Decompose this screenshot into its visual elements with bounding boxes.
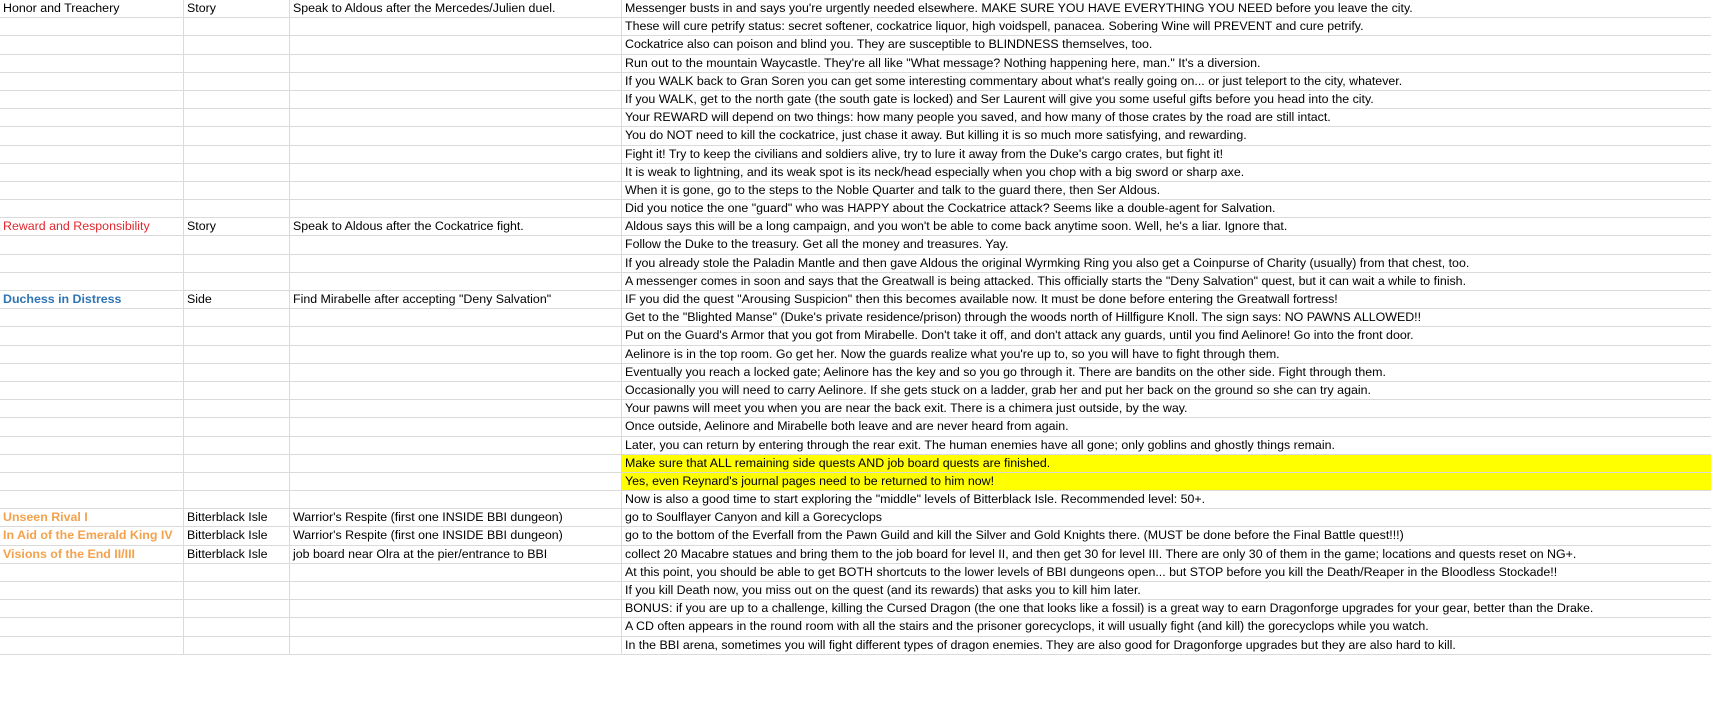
quest-type-cell[interactable] <box>184 236 290 253</box>
quest-name-cell[interactable]: Unseen Rival I <box>0 509 184 526</box>
quest-type-cell[interactable] <box>184 473 290 490</box>
table-row <box>0 473 1711 491</box>
quest-type-cell[interactable]: Bitterblack Isle <box>184 546 290 563</box>
quest-name-cell[interactable] <box>0 309 184 326</box>
quest-note-cell[interactable]: Aelinore is in the top room. Go get her. Now the guards realize what you're up to, so you will have to fight through them. <box>625 346 1280 361</box>
quest-type-cell[interactable] <box>184 418 290 435</box>
quest-location-cell[interactable] <box>290 309 622 326</box>
quest-note-cell[interactable]: Make sure that ALL remaining side quests AND job board quests are finished. <box>622 455 1711 472</box>
quest-location-cell[interactable] <box>290 109 622 126</box>
table-row <box>0 527 1711 545</box>
quest-note-cell[interactable]: Now is also a good time to start exploring the "middle" levels of Bitterblack Isle. Recommended level: 50+. <box>625 492 1206 507</box>
table-row <box>0 291 1711 309</box>
quest-note-cell[interactable]: At this point, you should be able to get BOTH shortcuts to the lower levels of BBI dungeons open... but STOP before you kill the Death/Reaper in the Bloodless Stockade!! <box>625 564 1558 579</box>
quest-name-cell[interactable] <box>0 18 184 35</box>
quest-location-cell[interactable] <box>290 382 622 399</box>
quest-note-cell[interactable]: In the BBI arena, sometimes you will fight different types of dragon enemies. They are also good for Dragonforge upgrades but they are also hard to kill. <box>625 637 1456 652</box>
quest-location-cell[interactable] <box>290 73 622 90</box>
quest-note-cell[interactable]: Later, you can return by entering through the rear exit. The human enemies have all gone; only goblins and ghostly things remain. <box>625 437 1335 452</box>
quest-note-cell[interactable]: Did you notice the one "guard" who was HAPPY about the Cockatrice attack? Seems like a double-agent for Salvation. <box>625 201 1276 216</box>
table-row <box>0 309 1711 327</box>
table-row <box>0 491 1711 509</box>
quest-name-cell[interactable] <box>0 91 184 108</box>
quest-name-cell[interactable]: In Aid of the Emerald King IV <box>0 527 184 544</box>
quest-note-cell[interactable]: BONUS: if you are up to a challenge, killing the Cursed Dragon (the one that looks like a fossil) is a great way to earn Dragonforge upgrades for your gear, better than the Drake. <box>625 601 1594 616</box>
quest-type-cell[interactable] <box>184 109 290 126</box>
quest-name-cell[interactable] <box>0 382 184 399</box>
quest-note-cell[interactable]: When it is gone, go to the steps to the Noble Quarter and talk to the guard there, then Ser Aldous. <box>625 182 1161 197</box>
quest-location-cell[interactable] <box>290 36 622 53</box>
quest-location-cell[interactable] <box>290 273 622 290</box>
quest-type-cell[interactable] <box>184 164 290 181</box>
quest-note-cell[interactable]: Yes, even Reynard's journal pages need to be returned to him now! <box>622 473 1711 490</box>
quest-note-cell[interactable]: collect 20 Macabre statues and bring them to the job board for level II, and then get 30 for level III. There are only 30 of them in the game; locations and quests reset on NG+. <box>625 546 1577 561</box>
table-row <box>0 418 1711 436</box>
table-row <box>0 364 1711 382</box>
quest-location-cell[interactable]: Speak to Aldous after the Cockatrice fight. <box>290 218 622 235</box>
quest-name-cell[interactable] <box>0 36 184 53</box>
table-row <box>0 564 1711 582</box>
quest-name-cell[interactable] <box>0 455 184 472</box>
viewport-edge <box>0 708 1711 724</box>
quest-location-cell[interactable] <box>290 236 622 253</box>
quest-type-cell[interactable] <box>184 273 290 290</box>
quest-type-cell[interactable] <box>184 127 290 144</box>
quest-type-cell[interactable] <box>184 18 290 35</box>
table-row <box>0 273 1711 291</box>
quest-name-cell[interactable]: Duchess in Distress <box>0 291 184 308</box>
quest-location-cell[interactable] <box>290 255 622 272</box>
quest-location-cell[interactable] <box>290 400 622 417</box>
quest-type-cell[interactable]: Story <box>184 218 290 235</box>
quest-location-cell[interactable] <box>290 582 622 599</box>
quest-name-cell[interactable] <box>0 491 184 508</box>
table-row <box>0 182 1711 200</box>
quest-location-cell[interactable] <box>290 18 622 35</box>
table-row <box>0 0 1711 18</box>
quest-location-cell[interactable] <box>290 55 622 72</box>
table-row <box>0 73 1711 91</box>
quest-name-cell[interactable] <box>0 618 184 635</box>
quest-location-cell[interactable] <box>290 437 622 454</box>
quest-name-cell[interactable] <box>0 346 184 363</box>
quest-name-cell[interactable] <box>0 400 184 417</box>
quest-type-cell[interactable] <box>184 146 290 163</box>
quest-location-cell[interactable]: job board near Olra at the pier/entrance to BBI <box>290 546 622 563</box>
table-row <box>0 146 1711 164</box>
quest-type-cell[interactable] <box>184 200 290 217</box>
table-row <box>0 346 1711 364</box>
quest-type-cell[interactable]: Bitterblack Isle <box>184 527 290 544</box>
quest-type-cell[interactable] <box>184 600 290 617</box>
quest-name-cell[interactable] <box>0 418 184 435</box>
quest-name-cell[interactable] <box>0 55 184 72</box>
quest-name-cell[interactable] <box>0 146 184 163</box>
quest-note-cell[interactable]: go to the bottom of the Everfall from the Pawn Guild and kill the Silver and Gold Knights there. (MUST be done before the Final Battle quest!!!) <box>625 528 1404 543</box>
quest-location-cell[interactable]: Find Mirabelle after accepting "Deny Salvation" <box>290 291 622 308</box>
quest-note-cell[interactable]: Follow the Duke to the treasury. Get all the money and treasures. Yay. <box>625 237 1009 252</box>
quest-name-cell[interactable] <box>0 255 184 272</box>
quest-location-cell[interactable]: Warrior's Respite (first one INSIDE BBI dungeon) <box>290 509 622 526</box>
quest-type-cell[interactable]: Story <box>184 0 290 17</box>
quest-type-cell[interactable] <box>184 400 290 417</box>
quest-type-cell[interactable] <box>184 582 290 599</box>
quest-location-cell[interactable] <box>290 637 622 654</box>
quest-name-cell[interactable] <box>0 364 184 381</box>
table-row <box>0 255 1711 273</box>
quest-type-cell[interactable]: Side <box>184 291 290 308</box>
quest-location-cell[interactable] <box>290 127 622 144</box>
quest-location-cell[interactable] <box>290 491 622 508</box>
quest-type-cell[interactable] <box>184 618 290 635</box>
quest-name-cell[interactable] <box>0 637 184 654</box>
quest-type-cell[interactable] <box>184 36 290 53</box>
quest-note-cell[interactable]: If you already stole the Paladin Mantle and then gave Aldous the original Wyrmking Ring you also get a Coinpurse of Charity (usually) from that chest, too. <box>625 255 1470 270</box>
quest-note-cell[interactable]: Cockatrice also can poison and blind you. They are susceptible to BLINDNESS themselves, too. <box>625 37 1153 52</box>
quest-type-cell[interactable] <box>184 564 290 581</box>
quest-note-cell[interactable]: If you WALK, get to the north gate (the south gate is locked) and Ser Laurent will give you some useful gifts before you head into the city. <box>625 91 1374 106</box>
quest-name-cell[interactable] <box>0 200 184 217</box>
quest-name-cell[interactable] <box>0 109 184 126</box>
table-row <box>0 127 1711 145</box>
table-row <box>0 509 1711 527</box>
quest-type-cell[interactable] <box>184 455 290 472</box>
table-row <box>0 582 1711 600</box>
table-row <box>0 637 1711 655</box>
table-row <box>0 400 1711 418</box>
quest-location-cell[interactable]: Warrior's Respite (first one INSIDE BBI dungeon) <box>290 527 622 544</box>
quest-note-cell[interactable]: A messenger comes in soon and says that the Greatwall is being attacked. This officially starts the "Deny Salvation" quest, but it can wait a while to finish. <box>625 273 1467 288</box>
quest-location-cell[interactable] <box>290 146 622 163</box>
quest-location-cell[interactable] <box>290 473 622 490</box>
quest-location-cell[interactable] <box>290 91 622 108</box>
quest-note-cell[interactable]: Fight it! Try to keep the civilians and soldiers alive, try to lure it away from the Duke's cargo crates, but fight it! <box>625 146 1224 161</box>
quest-note-cell[interactable]: If you WALK back to Gran Soren you can get some interesting commentary about what's really going on... or just teleport to the city, whatever. <box>625 73 1403 88</box>
table-row <box>0 437 1711 455</box>
table-row <box>0 200 1711 218</box>
quest-type-cell[interactable] <box>184 637 290 654</box>
quest-type-cell[interactable] <box>184 255 290 272</box>
quest-type-cell[interactable] <box>184 55 290 72</box>
quest-type-cell[interactable] <box>184 491 290 508</box>
quest-location-cell[interactable] <box>290 455 622 472</box>
quest-name-cell[interactable] <box>0 273 184 290</box>
table-row <box>0 327 1711 345</box>
quest-name-cell[interactable] <box>0 437 184 454</box>
quest-name-cell[interactable] <box>0 600 184 617</box>
quest-note-cell[interactable]: A CD often appears in the round room with all the stairs and the prisoner gorecyclops, it will usually fight (and kill) the gorecyclops while you watch. <box>625 619 1429 634</box>
quest-type-cell[interactable] <box>184 91 290 108</box>
quest-location-cell[interactable] <box>290 564 622 581</box>
quest-note-cell[interactable]: Get to the "Blighted Manse" (Duke's private residence/prison) through the woods north of Hillfigure Knoll. The sign says: NO PAWNS ALLOWED!! <box>625 310 1422 325</box>
quest-name-cell[interactable]: Reward and Responsibility <box>0 218 184 235</box>
table-row <box>0 546 1711 564</box>
quest-name-cell[interactable] <box>0 327 184 344</box>
quest-note-cell[interactable]: If you kill Death now, you miss out on the quest (and its rewards) that asks you to kill him later. <box>625 583 1141 597</box>
quest-location-cell[interactable] <box>290 618 622 635</box>
quest-note-cell[interactable]: Messenger busts in and says you're urgently needed elsewhere. MAKE SURE YOU HAVE EVERYTHING YOU NEED before you leave the city. <box>625 1 1413 15</box>
quest-name-cell[interactable]: Honor and Treachery <box>0 0 184 17</box>
quest-note-cell[interactable]: Eventually you reach a locked gate; Aelinore has the key and so you go through it. There are bandits on the other side. Fight through them. <box>625 364 1386 379</box>
quest-type-cell[interactable] <box>184 309 290 326</box>
quest-note-cell[interactable]: You do NOT need to kill the cockatrice, just chase it away. But killing it is so much more satisfying, and rewarding. <box>625 128 1247 143</box>
table-row <box>0 91 1711 109</box>
quest-location-cell[interactable] <box>290 164 622 181</box>
quest-type-cell[interactable] <box>184 182 290 199</box>
table-row <box>0 36 1711 54</box>
quest-note-cell[interactable]: IF you did the quest "Arousing Suspicion" then this becomes available now. It must be done before entering the Greatwall fortress! <box>625 292 1338 306</box>
quest-location-cell[interactable] <box>290 346 622 363</box>
table-row <box>0 618 1711 636</box>
quest-note-cell[interactable]: These will cure petrify status: secret softener, cockatrice liquor, high voidspell, panacea. Sobering Wine will PREVENT and cure petrify. <box>625 19 1364 34</box>
table-row <box>0 600 1711 618</box>
quest-name-cell[interactable] <box>0 127 184 144</box>
quest-location-cell[interactable]: Speak to Aldous after the Mercedes/Julien duel. <box>290 0 622 17</box>
quest-note-cell[interactable]: Put on the Guard's Armor that you got from Mirabelle. Don't take it off, and don't attack any guards, until you find Aelinore! Go into the front door. <box>625 328 1414 343</box>
quest-note-cell[interactable]: Once outside, Aelinore and Mirabelle both leave and are never heard from again. <box>625 419 1069 434</box>
quest-type-cell[interactable] <box>184 327 290 344</box>
quest-type-cell[interactable] <box>184 346 290 363</box>
quest-type-cell[interactable] <box>184 73 290 90</box>
table-row <box>0 55 1711 73</box>
table-row <box>0 236 1711 254</box>
quest-name-cell[interactable] <box>0 473 184 490</box>
quest-location-cell[interactable] <box>290 182 622 199</box>
quest-location-cell[interactable] <box>290 327 622 344</box>
quest-note-cell[interactable]: Your REWARD will depend on two things: how many people you saved, and how many of those crates by the road are still intact. <box>625 110 1331 125</box>
quest-note-cell[interactable]: Your pawns will meet you when you are near the back exit. There is a chimera just outside, by the way. <box>625 401 1188 416</box>
quest-note-cell[interactable]: It is weak to lightning, and its weak spot is its neck/head especially when you chop with a big sword or sharp axe. <box>625 164 1245 179</box>
table-row <box>0 218 1711 236</box>
table-row <box>0 109 1711 127</box>
quest-note-cell[interactable]: go to Soulflayer Canyon and kill a Gorecyclops <box>625 510 882 525</box>
quest-location-cell[interactable] <box>290 200 622 217</box>
quest-type-cell[interactable]: Bitterblack Isle <box>184 509 290 526</box>
quest-location-cell[interactable] <box>290 364 622 381</box>
quest-location-cell[interactable] <box>290 418 622 435</box>
table-row <box>0 382 1711 400</box>
quest-note-cell[interactable]: Run out to the mountain Waycastle. They're all like "What message? Nothing happening here, man." It's a diversion. <box>625 55 1261 70</box>
quest-name-cell[interactable] <box>0 564 184 581</box>
table-row <box>0 164 1711 182</box>
quest-name-cell[interactable]: Visions of the End II/III <box>0 546 184 563</box>
quest-name-cell[interactable] <box>0 582 184 599</box>
quest-type-cell[interactable] <box>184 437 290 454</box>
quest-type-cell[interactable] <box>184 364 290 381</box>
quest-name-cell[interactable] <box>0 164 184 181</box>
table-row <box>0 455 1711 473</box>
quest-note-cell[interactable]: Aldous says this will be a long campaign, and you won't be able to come back anytime soon. Well, he's a liar. Ignore that. <box>625 219 1288 234</box>
quest-note-cell[interactable]: Occasionally you will need to carry Aelinore. If she gets stuck on a ladder, grab her and put her back on the ground so she can try again. <box>625 382 1371 397</box>
table-row <box>0 18 1711 36</box>
quest-name-cell[interactable] <box>0 73 184 90</box>
quest-name-cell[interactable] <box>0 236 184 253</box>
quest-location-cell[interactable] <box>290 600 622 617</box>
quest-name-cell[interactable] <box>0 182 184 199</box>
quest-type-cell[interactable] <box>184 382 290 399</box>
